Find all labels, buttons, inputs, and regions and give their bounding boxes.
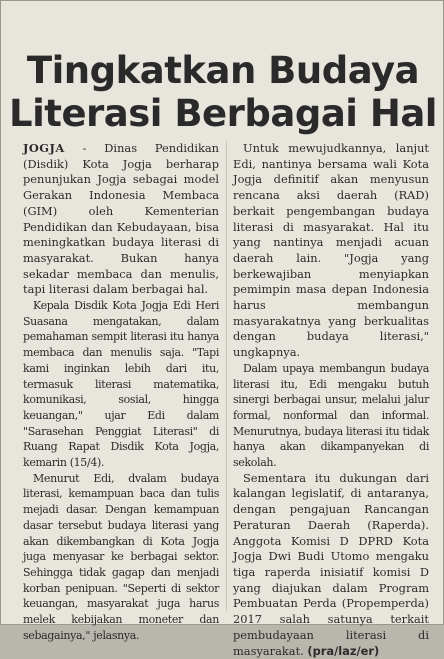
article-paragraph: Kepala Disdik Kota Jogja Edi Heri Suasana mengatakan, dalam pemahaman sempit literasi itu hanya membaca dan menulis saja. "Tapi kami inginkan lebih dari itu, termasuk literasi matematika, komunikasi, sosial, hingga keuangan," ujar Edi dalam "Sarasehan Penggiat Literasi" di Ruang Rapat Disdik Kota Jogja, kemarin (15/4). xyxy=(23,299,219,470)
article-column-left xyxy=(23,141,219,644)
headline-line-1: Tingkatkan Budaya xyxy=(26,49,420,92)
column-divider xyxy=(226,141,227,611)
dateline: JOGJA xyxy=(23,141,65,155)
headline-line-2: Literasi Berbagai Hal xyxy=(9,92,437,135)
article-paragraph: Menurut Edi, dvalam budaya literasi, kemampuan baca dan tulis mejadi dasar. Dengan kemampuan dasar tersebut budaya literasi yang akan dikembangkan di Kota Jogja juga menyasar ke berbagai sektor. Sehingga tidak gagap dan menjadi korban penipuan. "Seperti di sektor keuangan, masyarakat juga harus melek kebijakan moneter dan sebagainya," jelasnya. xyxy=(23,471,219,642)
article-column-right xyxy=(233,141,429,659)
article-paragraph: Dalam upaya membangun budaya literasi itu, Edi mengaku butuh sinergi berbagai unsur, melalui jalur formal, nonformal dan informal. Menurutnya, budaya literasi itu tidak hanya akan dikampanyekan di sekolah. xyxy=(233,361,429,470)
article-paragraph xyxy=(233,471,429,659)
article-paragraph: Untuk mewujudkannya, lanjut Edi, nantinya bersama wali Kota Jogja definitif akan menyusun rencana aksi daerah (RAD) berkait pengembangan budaya literasi di masyarakat. Hal itu yang nantinya menjadi acuan daerah lain. "Jogja yang berkewajiban menyiapkan pemimpin masa depan Indonesia harus membangun masyarakatnya yang berkualitas dengan budaya literasi," ungkapnya. xyxy=(233,141,429,360)
article-closing-text: Sementara itu dukungan dari kalangan legislatif, di antaranya, dengan pengajuan Rancangan Peraturan Daerah (Raperda). Anggota Komisi D DPRD Kota Jogja Dwi Budi Utomo mengaku tiga raperda inisiatif komisi D yang diajukan dalam Program Pembuatan Perda (Propemperda) 2017 salah satunya terkait pembudayaan literasi di masyarakat. xyxy=(233,470,429,658)
author-signature: (pra/laz/er) xyxy=(307,643,380,658)
article-paragraph xyxy=(23,141,219,298)
article-lead-text: - Dinas Pendidikan (Disdik) Kota Jogja berharap penunjukan Jogja sebagai model Gerakan Indonesia Membaca (GIM) oleh Kementerian Pendidikan dan Kebudayaan, bisa meningkatkan budaya literasi di masyarakat. Bukan hanya sekadar membaca dan menulis, tapi literasi dalam berbagai hal. xyxy=(23,141,219,297)
